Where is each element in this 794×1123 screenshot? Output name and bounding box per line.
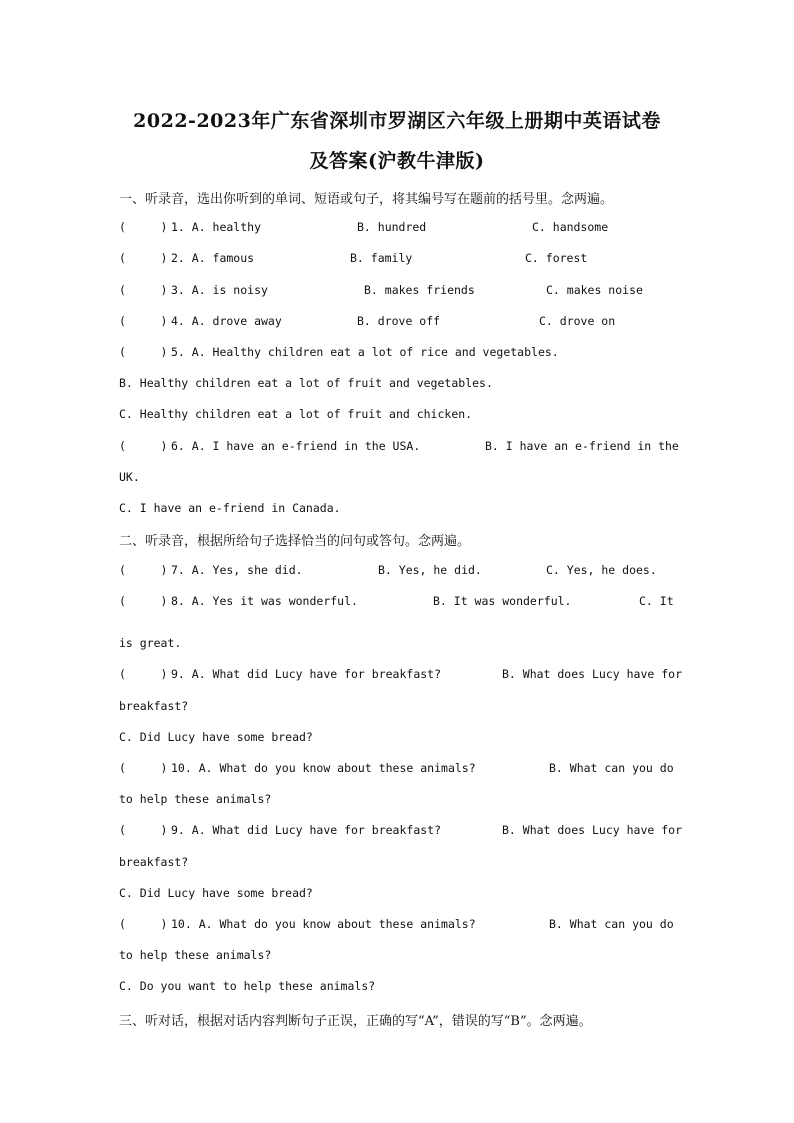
q4-option-c: C. drove on bbox=[539, 314, 616, 328]
q9-option-b-cont: breakfast? bbox=[119, 699, 189, 713]
q5-option-a: 5. A. Healthy children eat a lot of rice and vegetables. bbox=[171, 345, 559, 359]
question-6 bbox=[119, 439, 679, 457]
q10-repeat-option-a: 10. A. What do you know about these animals? bbox=[171, 917, 476, 931]
q7-option-a: 7. A. Yes, she did. bbox=[171, 563, 303, 577]
q10-option-a: 10. A. What do you know about these animals? bbox=[171, 761, 476, 775]
question-8 bbox=[119, 594, 675, 612]
q1-option-a: 1. A. healthy bbox=[171, 220, 262, 234]
q10-repeat-option-b-cont: to help these animals? bbox=[119, 948, 272, 962]
q1-option-c: C. handsome bbox=[532, 220, 609, 234]
answer-bracket: ( ) bbox=[119, 563, 168, 577]
q6-option-c: C. I have an e-friend in Canada. bbox=[119, 501, 341, 515]
q9-repeat-option-b: B. What does Lucy have for bbox=[502, 823, 683, 837]
q6-option-a: 6. A. I have an e-friend in the USA. bbox=[171, 439, 421, 453]
document-title-line2: 及答案(沪教牛津版) bbox=[309, 150, 485, 172]
q7-option-c: C. Yes, he does. bbox=[546, 563, 657, 577]
q7-option-b: B. Yes, he did. bbox=[378, 563, 482, 577]
answer-bracket: ( ) bbox=[119, 439, 168, 453]
answer-bracket: ( ) bbox=[119, 917, 168, 931]
question-10-repeat bbox=[119, 917, 675, 935]
q9-option-b: B. What does Lucy have for bbox=[502, 667, 683, 681]
q9-option-a: 9. A. What did Lucy have for breakfast? bbox=[171, 667, 442, 681]
q10-option-b: B. What can you do bbox=[549, 761, 674, 775]
answer-bracket: ( ) bbox=[119, 220, 168, 234]
q6-option-b: B. I have an e-friend in the bbox=[485, 439, 679, 453]
q9-repeat-option-a: 9. A. What did Lucy have for breakfast? bbox=[171, 823, 442, 837]
question-9 bbox=[119, 667, 683, 685]
q10-option-b-cont: to help these animals? bbox=[119, 792, 272, 806]
question-2 bbox=[119, 251, 675, 269]
q2-option-a: 2. A. famous bbox=[171, 251, 255, 265]
answer-bracket: ( ) bbox=[119, 345, 168, 359]
q8-option-c: C. It bbox=[639, 594, 674, 608]
q10-option-c: C. Do you want to help these animals? bbox=[119, 979, 376, 993]
answer-bracket: ( ) bbox=[119, 667, 168, 681]
question-4 bbox=[119, 314, 675, 332]
question-10 bbox=[119, 761, 675, 779]
question-1 bbox=[119, 220, 675, 238]
question-7 bbox=[119, 563, 675, 581]
q5-option-c: C. Healthy children eat a lot of fruit and chicken. bbox=[119, 407, 473, 421]
answer-bracket: ( ) bbox=[119, 251, 168, 265]
answer-bracket: ( ) bbox=[119, 283, 168, 297]
section-1-heading: 一、听录音，选出你听到的单词、短语或句子，将其编号写在题前的括号里。念两遍。 bbox=[119, 192, 614, 207]
q3-option-c: C. makes noise bbox=[546, 283, 643, 297]
q8-option-c-cont: is great. bbox=[119, 636, 182, 650]
answer-bracket: ( ) bbox=[119, 761, 168, 775]
q5-option-b: B. Healthy children eat a lot of fruit and vegetables. bbox=[119, 376, 493, 390]
question-9-repeat bbox=[119, 823, 683, 841]
q8-option-a: 8. A. Yes it was wonderful. bbox=[171, 594, 358, 608]
question-5 bbox=[119, 345, 675, 363]
q4-option-a: 4. A. drove away bbox=[171, 314, 282, 328]
q9-repeat-option-b-cont: breakfast? bbox=[119, 855, 189, 869]
answer-bracket: ( ) bbox=[119, 594, 168, 608]
q9-repeat-option-c: C. Did Lucy have some bread? bbox=[119, 886, 313, 900]
q6-option-b-cont: UK. bbox=[119, 470, 140, 484]
section-3-heading: 三、听对话，根据对话内容判断句子正误，正确的写“A”，错误的写“B”。念两遍。 bbox=[119, 1014, 592, 1029]
q8-option-b: B. It was wonderful. bbox=[433, 594, 572, 608]
document-title-line1: 2022-2023年广东省深圳市罗湖区六年级上册期中英语试卷 bbox=[133, 110, 661, 132]
q1-option-b: B. hundred bbox=[357, 220, 427, 234]
answer-bracket: ( ) bbox=[119, 823, 168, 837]
answer-bracket: ( ) bbox=[119, 314, 168, 328]
q3-option-a: 3. A. is noisy bbox=[171, 283, 268, 297]
q3-option-b: B. makes friends bbox=[364, 283, 475, 297]
q10-repeat-option-b: B. What can you do bbox=[549, 917, 674, 931]
question-3 bbox=[119, 283, 675, 301]
q2-option-b: B. family bbox=[350, 251, 413, 265]
q4-option-b: B. drove off bbox=[357, 314, 441, 328]
q9-option-c: C. Did Lucy have some bread? bbox=[119, 730, 313, 744]
section-2-heading: 二、听录音，根据所给句子选择恰当的问句或答句。念两遍。 bbox=[119, 534, 471, 549]
q2-option-c: C. forest bbox=[525, 251, 588, 265]
